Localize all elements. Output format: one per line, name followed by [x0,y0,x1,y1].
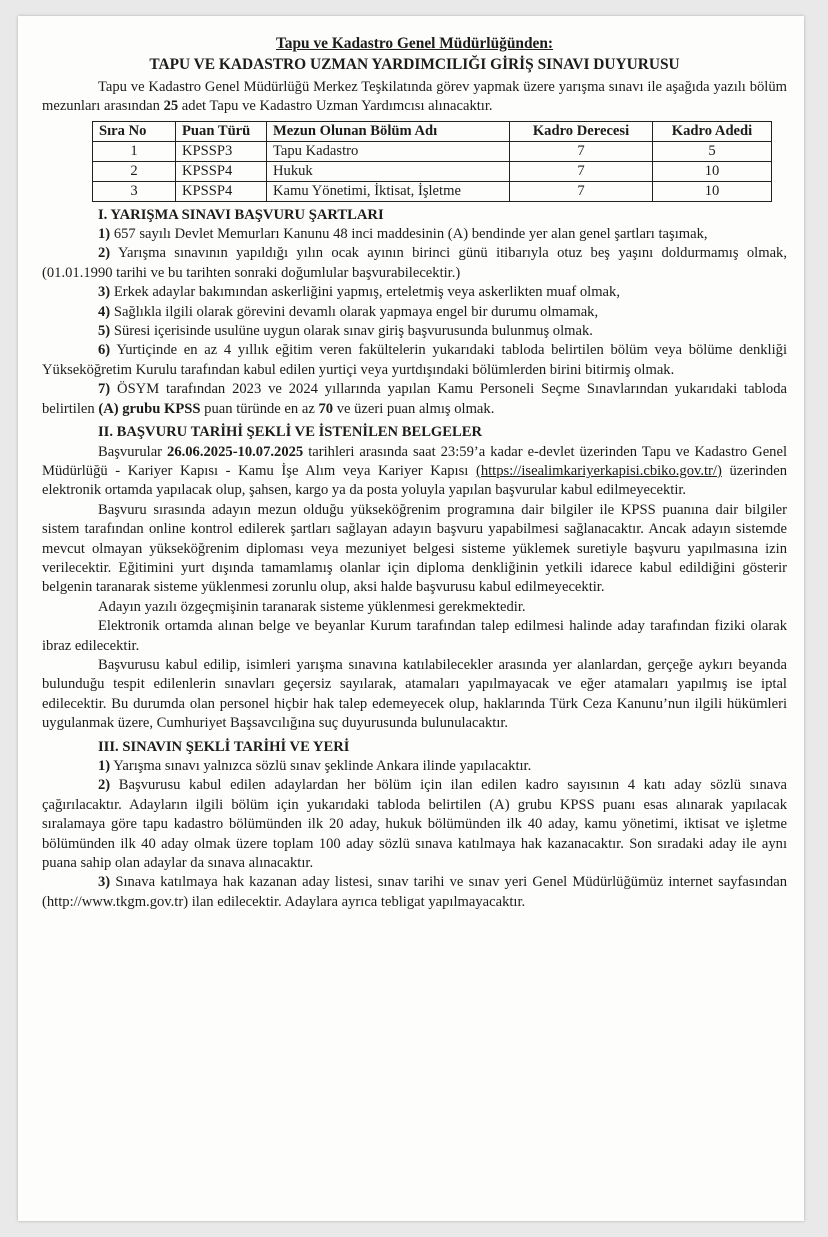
col-header-puan: Puan Türü [176,121,267,141]
item-number: 4) [98,303,111,320]
list-item [42,873,787,912]
table-row [93,161,772,181]
application-dates: 26.06.2025-10.07.2025 [167,443,304,460]
intro-paragraph [42,78,787,117]
cell: KPSSP4 [176,181,267,201]
announcement-title: TAPU VE KADASTRO UZMAN YARDIMCILIĞI GİRİŞ SINAVI DUYURUSU [149,56,680,74]
cell: 7 [510,181,653,201]
cell: 3 [93,181,176,201]
item-text: Sağlıkla ilgili olarak görevini devamlı olarak yapmaya engel bir durumu olmamak, [113,303,599,320]
cell: KPSSP3 [176,141,267,161]
career-gate-link[interactable]: (https://isealimkariyerkapisi.cbiko.gov.tr/) [475,462,722,479]
paragraph-text: Başvurular [98,443,168,460]
item-number: 5) [98,323,111,340]
cell: Tapu Kadastro [267,141,510,161]
table-row [93,181,772,201]
list-item [42,225,787,244]
item-text: Yurtiçinde en az 4 yıllık eğitim veren fakültelerin yukarıdaki tabloda belirtilen bölüm veya bölüme denkliği Yükseköğretim Kurulu tarafından kabul edilen yurtiçi veya yurtdışındaki bölümlerden birini bitirmiş olmak. [42,342,787,378]
item-text: ve üzeri puan almış olmak. [333,400,495,417]
list-item [42,341,787,380]
item-number: 3) [98,874,111,891]
paragraph-text: üzerinden elektronik ortamda yapılacak olup, şahsen, kargo ya da posta yoluyla yapılan başvurular kabul edilmeyecektir. [42,462,787,499]
intro-text-b: adet Tapu ve Kadastro Uzman Yardımcısı alınacaktır. [178,98,493,115]
cell: Hukuk [267,161,510,181]
item-number: 7) [98,381,111,398]
col-header-sira: Sıra No [93,121,176,141]
table-row [93,141,772,161]
list-item [42,303,787,322]
list-item [42,757,787,776]
table-header-row [93,121,772,141]
section-1-heading: I. YARIŞMA SINAVI BAŞVURU ŞARTLARI [98,206,384,223]
item-number: 6) [98,342,111,359]
paragraph: Elektronik ortamda alınan belge ve beyanlar Kurum tarafından talep edilmesi halinde aday tarafından fiziki olarak ibraz edilecektir. [42,618,787,654]
list-item [42,776,787,873]
item-text: Süresi içerisinde usulüne uygun olarak sınav giriş başvurusunda bulunmuş olmak. [113,323,593,340]
item-number: 2) [98,245,111,262]
document-content [42,34,787,912]
cell: 7 [510,161,653,181]
item-text: Yarışma sınavının yapıldığı yılın ocak ayının birinci günü itibarıyla otuz beş yaşını doldurmamış olmak, (01.01.1990 tarihi ve bu tarihten sonraki doğumlular başvurabilecektir.) [42,245,787,281]
item-text-bold: 70 [318,400,334,417]
paragraph [42,443,787,501]
cell: 5 [653,141,772,161]
cell: 10 [653,181,772,201]
cell: Kamu Yönetimi, İktisat, İşletme [267,181,510,201]
cell: 2 [93,161,176,181]
paragraph: Başvuru sırasında adayın mezun olduğu yükseköğrenim programına dair bilgiler ile KPSS puanına dair bilgiler sistem tarafından online kontrol edilerek şartları sağlayan adayın başvuru yapabilmesi sağlanacaktır. Ancak adayın sistemde mevcut olmayan yükseköğrenim diploması veya mezuniyet belgesi sisteme yüklemek suretiyle başvuru yapılmasına izin verilecektir. Eğitimini yurt dışında tamamlamış olanlar için diploma denkliğinin yetkili idarece kabul edildiğini gösterir belgenin taranarak sisteme yüklenmesi zorunlu olup, aksi halde başvurusu kabul edilmeyecektir. [42,501,787,596]
list-item [42,322,787,341]
item-text: Başvurusu kabul edilen adaylardan her bölüm için ilan edilen kadro sayısının 4 katı aday sözlü sınava çağırılacaktır. Adayların ilgili bölüm için yukarıdaki tabloda belirtilen (A) grubu KPSS puanı esas alınarak yapılacak sıralamaya göre tapu kadastro bölümünden ilk 20 aday, hukuk bölümünden ilk 40 aday, kamu yönetimi, iktisat ve işletme bölümünden ilk 40 aday olmak üzere toplam 100 aday sözlü sınava katılmaya hak kazanacaktır. Son sıradaki aday ile aynı puana sahip olan adaylar da sınava alınacaktır. [42,777,787,872]
item-text: Yarışma sınavı yalnızca sözlü sınav şeklinde Ankara ilinde yapılacaktır. [113,758,532,774]
section-3-heading: III. SINAVIN ŞEKLİ TARİHİ VE YERİ [98,738,350,755]
item-number: 3) [98,284,111,301]
item-text: Sınava katılmaya hak kazanan aday listesi, sınav tarihi ve sınav yeri Genel Müdürlüğümüz internet sayfasından (http://www.tkgm.gov.tr) ilan edilecektir. Adaylara ayrıca tebligat yapılmayacaktır. [42,874,787,910]
cell: KPSSP4 [176,161,267,181]
item-number: 2) [98,777,111,794]
cell: 7 [510,141,653,161]
item-text: puan türünde en az [200,400,319,417]
item-text: ÖSYM tarafından 2023 ve 2024 yıllarında yapılan Kamu Personeli Seçme Sınavlarından yukarıdaki tabloda belirtilen [42,381,787,417]
item-text: 657 sayılı Devlet Memurları Kanunu 48 inci maddesinin (A) bendinde yer alan genel şartları taşımak, [113,226,708,243]
section-2-heading: II. BAŞVURU TARİHİ ŞEKLİ VE İSTENİLEN BELGELER [98,424,483,441]
intro-count: 25 [163,98,179,115]
item-text-bold: (A) grubu KPSS [98,400,201,417]
item-number: 1) [98,758,111,774]
paragraph-text: tarihleri arasında saat 23:59’a kadar e-devlet üzerinden Tapu ve Kadastro Genel Müdürlüğü - Kariyer Kapısı - Kamu İşe Alım veya Kariyer Kapısı [42,443,787,479]
intro-text-a: Tapu ve Kadastro Genel Müdürlüğü Merkez Teşkilatında görev yapmak üzere yarışma sınavı ile aşağıda yazılı bölüm mezunları arasından [42,78,787,115]
col-header-bolum: Mezun Olunan Bölüm Adı [267,121,510,141]
item-text: Erkek adaylar bakımından askerliğini yapmış, erteletmiş veya askerlikten muaf olmak, [113,284,620,301]
cell: 10 [653,161,772,181]
list-item [42,380,787,419]
document-page [18,16,804,1221]
list-item [42,244,787,283]
positions-table [92,121,772,202]
item-number: 1) [98,226,111,243]
list-item [42,283,787,302]
col-header-adet: Kadro Adedi [653,121,772,141]
col-header-derece: Kadro Derecesi [510,121,653,141]
paragraph: Başvurusu kabul edilip, isimleri yarışma sınavına katılabilecekler arasında yer alanlardan, gerçeğe aykırı beyanda bulunduğu tespit edilenlerin sınavları geçersiz sayılarak, atamaları yapılmayacak ve eğer atamaları yapılmış ise iptal edilecektir. Bu durumda olan personel hiçbir hak talep edemeyecek olup, haklarında Türk Ceza Kanunu’nun ilgili hükümleri uygulanmak üzere, Cumhuriyet Başsavcılığına suç duyurusunda bulunulacaktır. [42,656,787,732]
paragraph: Adayın yazılı özgeçmişinin taranarak sisteme yüklenmesi gerekmektedir. [98,598,526,615]
cell: 1 [93,141,176,161]
issuing-organization: Tapu ve Kadastro Genel Müdürlüğünden: [275,35,554,52]
